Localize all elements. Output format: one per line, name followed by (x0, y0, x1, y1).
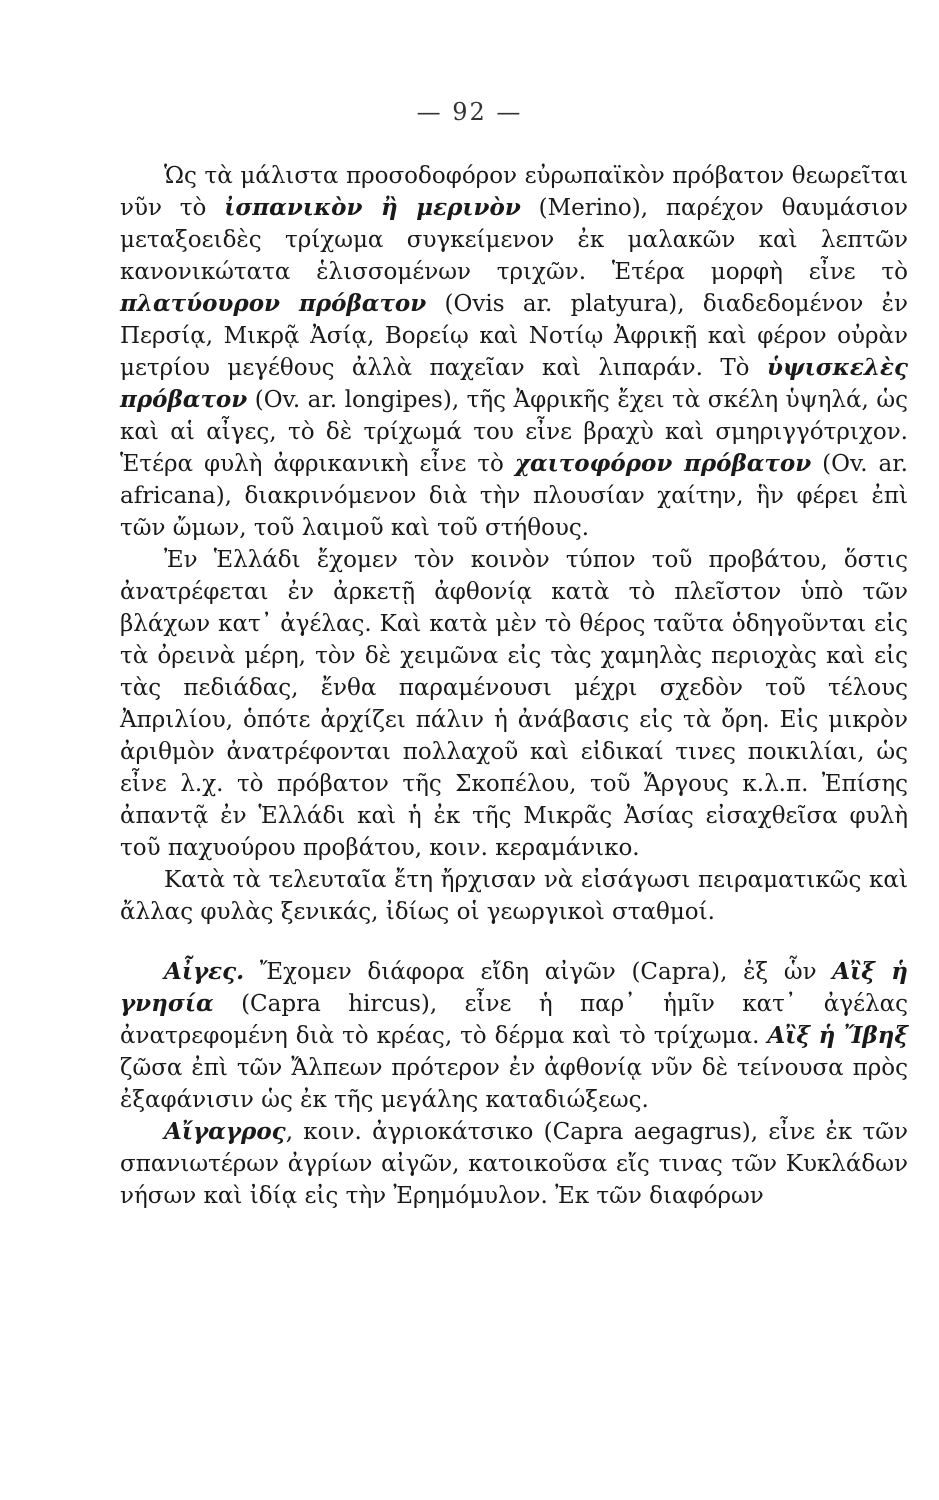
bold-term: Αἲξ ἡ γνησία (120, 958, 908, 1017)
bold-term: Αἶγες. (164, 958, 245, 985)
page-number: — 92 — (416, 98, 523, 126)
text-run: Ἐν Ἑλλάδι ἔχομεν τὸν κοινὸν τύπον τοῦ προβάτου, ὅστις ἀνατρέφεται ἐν ἀρκετῇ ἀφθονίᾳ κατὰ τὸ πλεῖστον ὑπὸ τῶν βλάχων κατ᾿ ἀγέλας. Καὶ κατὰ μὲν τὸ θέρος ταῦτα ὁδηγοῦνται εἰς τὰ ὀρεινὰ μέρη, τὸν δὲ χειμῶνα εἰς τὰς χαμηλὰς περιοχὰς καὶ εἰς τὰς πεδιάδας, ἔνθα παραμένουσι μέχρι σχεδὸν τοῦ τέλους Ἀπριλίου, ὁπότε ἀρχίζει πάλιν ἡ ἀνάβασις εἰς τὰ ὄρη. Εἰς μικρὸν ἀριθμὸν ἀνατρέφονται πολλαχοῦ καὶ εἰδικαί τινες ποικιλίαι, ὡς εἶνε λ.χ. τὸ πρόβατον τῆς Σκοπέλου, τοῦ Ἄργους κ.λ.π. Ἐπίσης ἀπαντᾷ ἐν Ἑλλάδι καὶ ἡ ἐκ τῆς Μικρᾶς Ἀσίας εἰσαχθεῖσα φυλὴ τοῦ παχυούρου προβάτου, κοιν. κεραμάνικο. (120, 547, 908, 861)
text-run: (Merino), παρέχον θαυμάσιον μεταξοειδὲς τρίχωμα συγκείμενον ἐκ μαλακῶν καὶ λεπτῶν κανονικώτατα ἑλισσομένων τριχῶν. Ἑτέρα μορφὴ εἶνε τὸ (120, 195, 908, 285)
text-run: Ἔχομεν διάφορα εἴδη αἰγῶν (Capra), ἐξ ὧν (244, 959, 833, 985)
text-run: Ὡς τὰ μάλιστα προσοδοφόρον εὐρωπαϊκὸν πρόβατον θεωρεῖται νῦν τὸ (120, 163, 908, 221)
paragraph-goats (120, 956, 908, 1116)
text-run: (Ov. ar. longipes), τῆς Ἀφρικῆς ἔχει τὰ σκέλη ὑψηλά, ὡς καὶ αἱ αἶγες, τὸ δὲ τρίχωμά του εἶνε βραχὺ καὶ σμηριγγότριχον. Ἑτέρα φυλὴ ἀφρικανικὴ εἶνε τὸ (120, 387, 908, 477)
paragraph-sheep-breeds (120, 160, 908, 544)
paragraph-greek-sheep (120, 544, 908, 864)
bold-term: ὑψισκελὲς πρόβατον (120, 354, 908, 413)
bold-term: χαιτοφόρον πρόβατον (514, 450, 812, 477)
text-run: (Ovis ar. platyura), διαδεδομένον ἐν Περσίᾳ, Μικρᾷ Ἀσίᾳ, Βορείῳ καὶ Νοτίῳ Ἀφρικῇ καὶ φέρον οὐρὰν μετρίου μεγέθους ἀλλὰ παχεῖαν καὶ λιπαράν. Τὸ (120, 291, 908, 381)
text-run: (Ov. ar. africana), διακρινόμενον διὰ τὴν πλουσίαν χαίτην, ἣν φέρει ἐπὶ τῶν ὤμων, τοῦ λαιμοῦ καὶ τοῦ στήθους. (120, 451, 908, 541)
text-run: , κοιν. ἀγριοκάτσικο (Capra aegagrus), εἶνε ἐκ τῶν σπανιωτέρων ἀγρίων αἰγῶν, κατοικοῦσα εἴς τινας τῶν Κυκλάδων νήσων καὶ ἰδίᾳ εἰς τὴν Ἐρημόμυλον. Ἐκ τῶν διαφόρων (120, 1119, 908, 1209)
text-run: ζῶσα ἐπὶ τῶν Ἄλπεων πρότερον ἐν ἀφθονίᾳ νῦν δὲ τείνουσα πρὸς ἐξαφάνισιν ὡς ἐκ τῆς μεγάλης καταδιώξεως. (120, 1055, 908, 1113)
text-run: Κατὰ τὰ τελευταῖα ἔτη ἤρχισαν νὰ εἰσάγωσι πειραματικῶς καὶ ἄλλας φυλὰς ξενικάς, ἰδίως οἱ γεωργικοὶ σταθμοί. (120, 867, 908, 925)
bold-term: Αἴγαγρος (164, 1118, 286, 1145)
bold-term: πλατύουρον πρόβατον (120, 290, 427, 317)
paragraph-wild-goat (120, 1116, 908, 1212)
text-run: (Capra hircus), εἶνε ἡ παρ᾿ ἡμῖν κατ᾿ ἀγέλας ἀνατρεφομένη διὰ τὸ κρέας, τὸ δέρμα καὶ τὸ τρίχωμα. (120, 991, 908, 1049)
bold-term: ἰσπανικὸν ἢ μερινὸν (224, 194, 521, 221)
main-text (120, 160, 908, 1212)
bold-term: Αἲξ ἡ Ἴβηξ (767, 1022, 909, 1049)
paragraph-imported-breeds (120, 864, 908, 928)
